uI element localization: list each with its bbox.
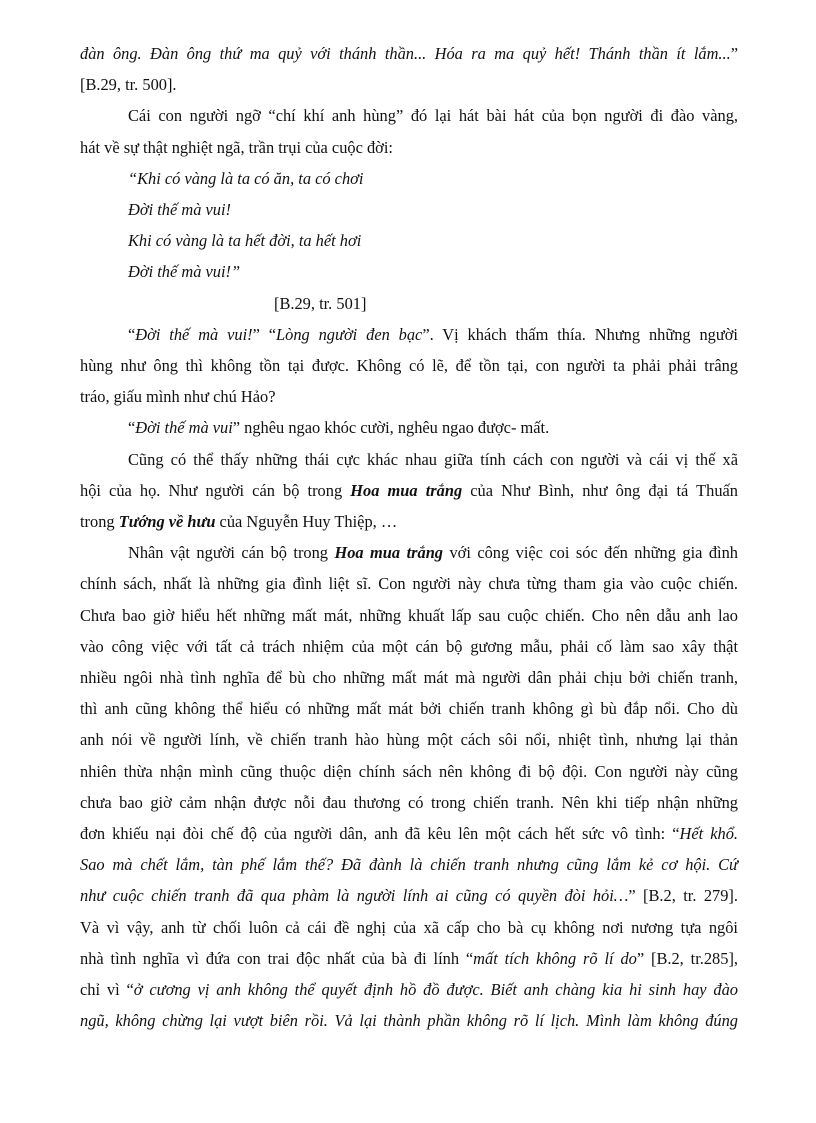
open-quote: “ — [128, 418, 136, 438]
text-line: nhiều ngôi nhà tình nghĩa để bù cho những mất mát mà người dân phải chịu bởi chiến tranh, — [80, 668, 738, 688]
quote-text: ngũ, không chừng lại vượt biên rồi. Vả lại thành phần không rõ lí lịch. Mình làm không đúng — [80, 1011, 738, 1031]
poem-line: Khi có vàng là ta hết đời, ta hết hơi — [128, 231, 362, 251]
paragraph-start: Cũng có thể thấy những thái cực khác nhau giữa tính cách con người và cái vị thế xã — [128, 449, 738, 469]
text-line: Và vì vậy, anh từ chối luôn cả cái đề nghị của xã cấp cho bà cụ không nơi nương tựa ngôi — [80, 917, 738, 937]
text-line: chưa bao giờ cảm nhận được nỗi đau thương có trong chiến tranh. Nên khi tiếp nhận những — [80, 792, 738, 812]
quote-text: Đời thế mà vui — [135, 418, 233, 438]
text-segment: nhà tình nghĩa vì đứa con trai độc nhất của bà đi lính “ — [80, 948, 474, 968]
text-line — [80, 880, 738, 911]
text-line: vào công việc với tất cả trách nhiệm của một cán bộ gương mẫu, phải cố làm sao xây thật — [80, 636, 738, 656]
text-segment: Nhân vật người cán bộ trong — [128, 543, 335, 563]
quote-text: như cuộc chiến tranh đã qua phàm là người lính ai cũng có quyền đòi hỏi… — [80, 886, 629, 906]
text-line: nhiên thừa nhận mình cũng thuộc diện chính sách nên không đi bộ đội. Con người này cũng — [80, 761, 738, 781]
close-quote: ” — [730, 44, 738, 63]
quote-text: ở cương vị anh không thể quyết định hồ đồ được. Biết anh chàng kia hi sinh hay đào — [133, 980, 738, 1000]
quote-mark: ” “ — [252, 324, 277, 344]
quote-text: Hết khổ. — [679, 824, 738, 844]
text-line — [80, 818, 738, 849]
text-segment: trong — [80, 512, 119, 532]
poem-line: Đời thế mà vui! — [128, 200, 231, 220]
text-line — [80, 849, 738, 880]
paragraph-start — [80, 412, 738, 443]
text-segment: ”. Vị khách thấm thía. Nhưng những người — [422, 324, 738, 344]
citation: ” [B.2, tr. 279]. — [628, 886, 738, 906]
text-segment: của Như Bình, như ông đại tá Thuấn — [462, 480, 738, 500]
text-line: chính sách, nhất là những gia đình liệt sĩ. Con người này chưa từng tham gia vào cuộc chiến. — [80, 574, 738, 594]
text-line — [80, 506, 738, 537]
citation: [B.29, tr. 500]. — [80, 75, 177, 95]
quote-text: mất tích không rõ lí do — [473, 948, 637, 968]
text-line — [80, 943, 738, 974]
text-line: hùng như ông thì không tồn tại được. Không có lẽ, để tồn tại, con người ta phải phải trâng — [80, 356, 738, 376]
work-title: Hoa mua trắng — [350, 480, 463, 500]
citation: [B.29, tr. 501] — [274, 293, 367, 313]
text-line — [80, 1005, 738, 1036]
text-segment: ” nghêu ngao khóc cười, nghêu ngao được- mất. — [232, 418, 550, 438]
text-segment: chỉ vì “ — [80, 980, 134, 1000]
poem-line: Đời thế mà vui!” — [128, 262, 241, 282]
quote-text: đàn ông. Đàn ông thứ ma quỷ với thánh thần... Hóa ra ma quỷ hết! Thánh thần ít lắm... — [80, 44, 731, 63]
poem-line: “Khi có vàng là ta có ăn, ta có chơi — [128, 168, 364, 188]
text-line — [80, 38, 738, 69]
text-line: Chưa bao giờ hiểu hết những mất mát, những khuất lấp sau cuộc chiến. Cho nên dẫu anh lao — [80, 605, 738, 625]
quote-text: Sao mà chết lắm, tàn phế lắm thế? Đã đành là chiến tranh nhưng cũng lắm kẻ cơ hội. Cứ — [80, 855, 738, 875]
text-line — [80, 974, 738, 1005]
text-line: anh nói về người lính, về chiến tranh hào hùng một cách sôi nổi, nhiệt tình, nhưng lại thản — [80, 730, 738, 750]
open-quote: “ — [128, 324, 136, 344]
quote-text: Lòng người đen bạc — [276, 324, 423, 344]
document-page — [80, 38, 738, 1037]
text-segment: với công việc coi sóc đến những gia đình — [443, 543, 739, 563]
work-title: Tướng về hưu — [118, 512, 216, 532]
paragraph-start — [80, 537, 738, 568]
text-segment: của Nguyễn Huy Thiệp, … — [215, 512, 398, 532]
text-line — [80, 475, 738, 506]
text-line: tráo, giấu mình như chú Hảo? — [80, 387, 276, 407]
text-segment: đơn khiếu nại đòi chế độ của người dân, anh đã kêu lên một cách hết sức vô tình: “ — [80, 824, 680, 844]
paragraph-start — [80, 319, 738, 350]
text-segment: hội của họ. Như người cán bộ trong — [80, 480, 351, 500]
text-line: hát về sự thật nghiệt ngã, trần trụi của cuộc đời: — [80, 137, 393, 157]
citation: ” [B.2, tr.285], — [636, 948, 738, 968]
text-line: thì anh cũng không thể hiểu có những mất mát bởi chiến tranh không gì bù đắp nổi. Cho dù — [80, 699, 738, 719]
quote-text: Đời thế mà vui! — [135, 324, 253, 344]
work-title: Hoa mua trắng — [334, 543, 444, 563]
paragraph-start: Cái con người ngỡ “chí khí anh hùng” đó lại hát bài hát của bọn người đi đào vàng, — [128, 106, 738, 126]
